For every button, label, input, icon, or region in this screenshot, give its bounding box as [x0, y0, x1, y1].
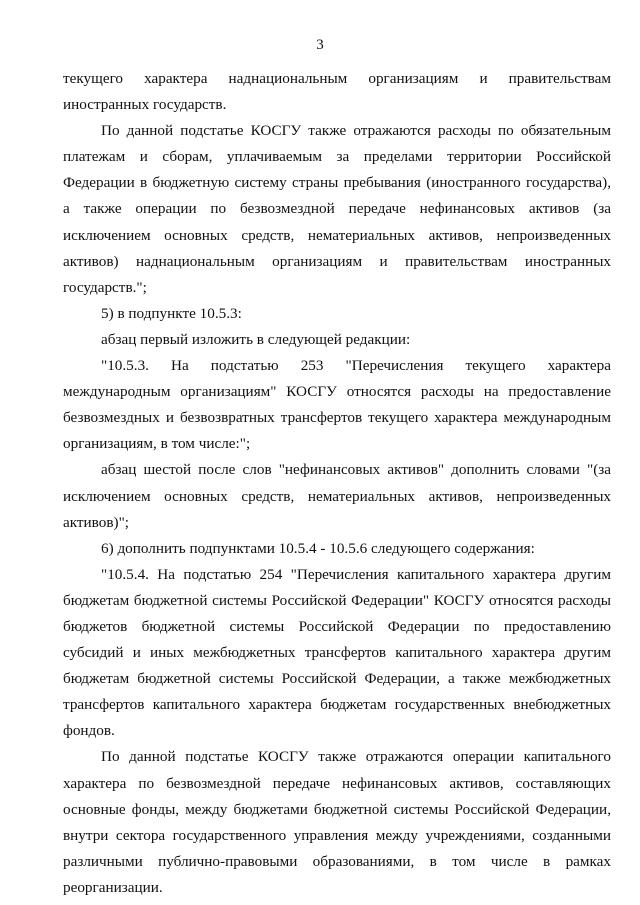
paragraph-kosgu-payments: По данной подстатье КОСГУ также отражаются расходы по обязательным платежам и сборам, уплачиваемым за пределами территории Российской Федерации в бюджетную систему страны пребывания (иностранного государства), а также операции по безвозмездной передаче нефинансовых активов (за исключением основных средств, нематериальных активов, непроизведенных активов) наднациональным организациям и правительствам иностранных государств.";: [63, 122, 611, 296]
paragraph-subclause-5: 5) в подпункте 10.5.3:: [101, 304, 242, 322]
paragraph-continuation: текущего характера наднациональным организациям и правительствам иностранных государств.: [63, 70, 611, 114]
page-number: 3: [316, 37, 324, 53]
paragraph-subclause-6: 6) дополнить подпунктами 10.5.4 - 10.5.6 следующего содержания:: [101, 539, 535, 557]
paragraph-sixth-abzac: абзац шестой после слов "нефинансовых активов" дополнить словами "(за исключением основных средств, нематериальных активов, непроизведенных активов)";: [63, 461, 611, 531]
paragraph-first-abzac: абзац первый изложить в следующей редакции:: [101, 330, 411, 348]
paragraph-10-5-4: "10.5.4. На подстатью 254 "Перечисления капитального характера другим бюджетам бюджетной системы Российской Федерации" КОСГУ относятся расходы бюджетов бюджетной системы Российской Федерации по предоставлению субсидий и иных межбюджетных трансфертов капитального характера другим бюджетам бюджетной системы Российской Федерации, а также межбюджетных трансфертов капитального характера бюджетам государственных внебюджетных фондов.: [63, 565, 611, 740]
paragraph-10-5-3: "10.5.3. На подстатью 253 "Перечисления текущего характера международным организациям" КОСГУ относятся расходы на предоставление безвозмездных и безвозвратных трансфертов текущего характера международным организациям, в том числе:";: [63, 357, 611, 453]
document-body: [63, 66, 611, 901]
paragraph-capital-operations: По данной подстатье КОСГУ также отражаются операции капитального характера по безвозмездной передаче нефинансовых активов, составляющих основные фонды, между бюджетами бюджетной системы Российской Федерации, внутри сектора государственного управления между учреждениями, созданными различными публично-правовыми образованиями, в том числе в рамках реорганизации.: [63, 748, 611, 896]
